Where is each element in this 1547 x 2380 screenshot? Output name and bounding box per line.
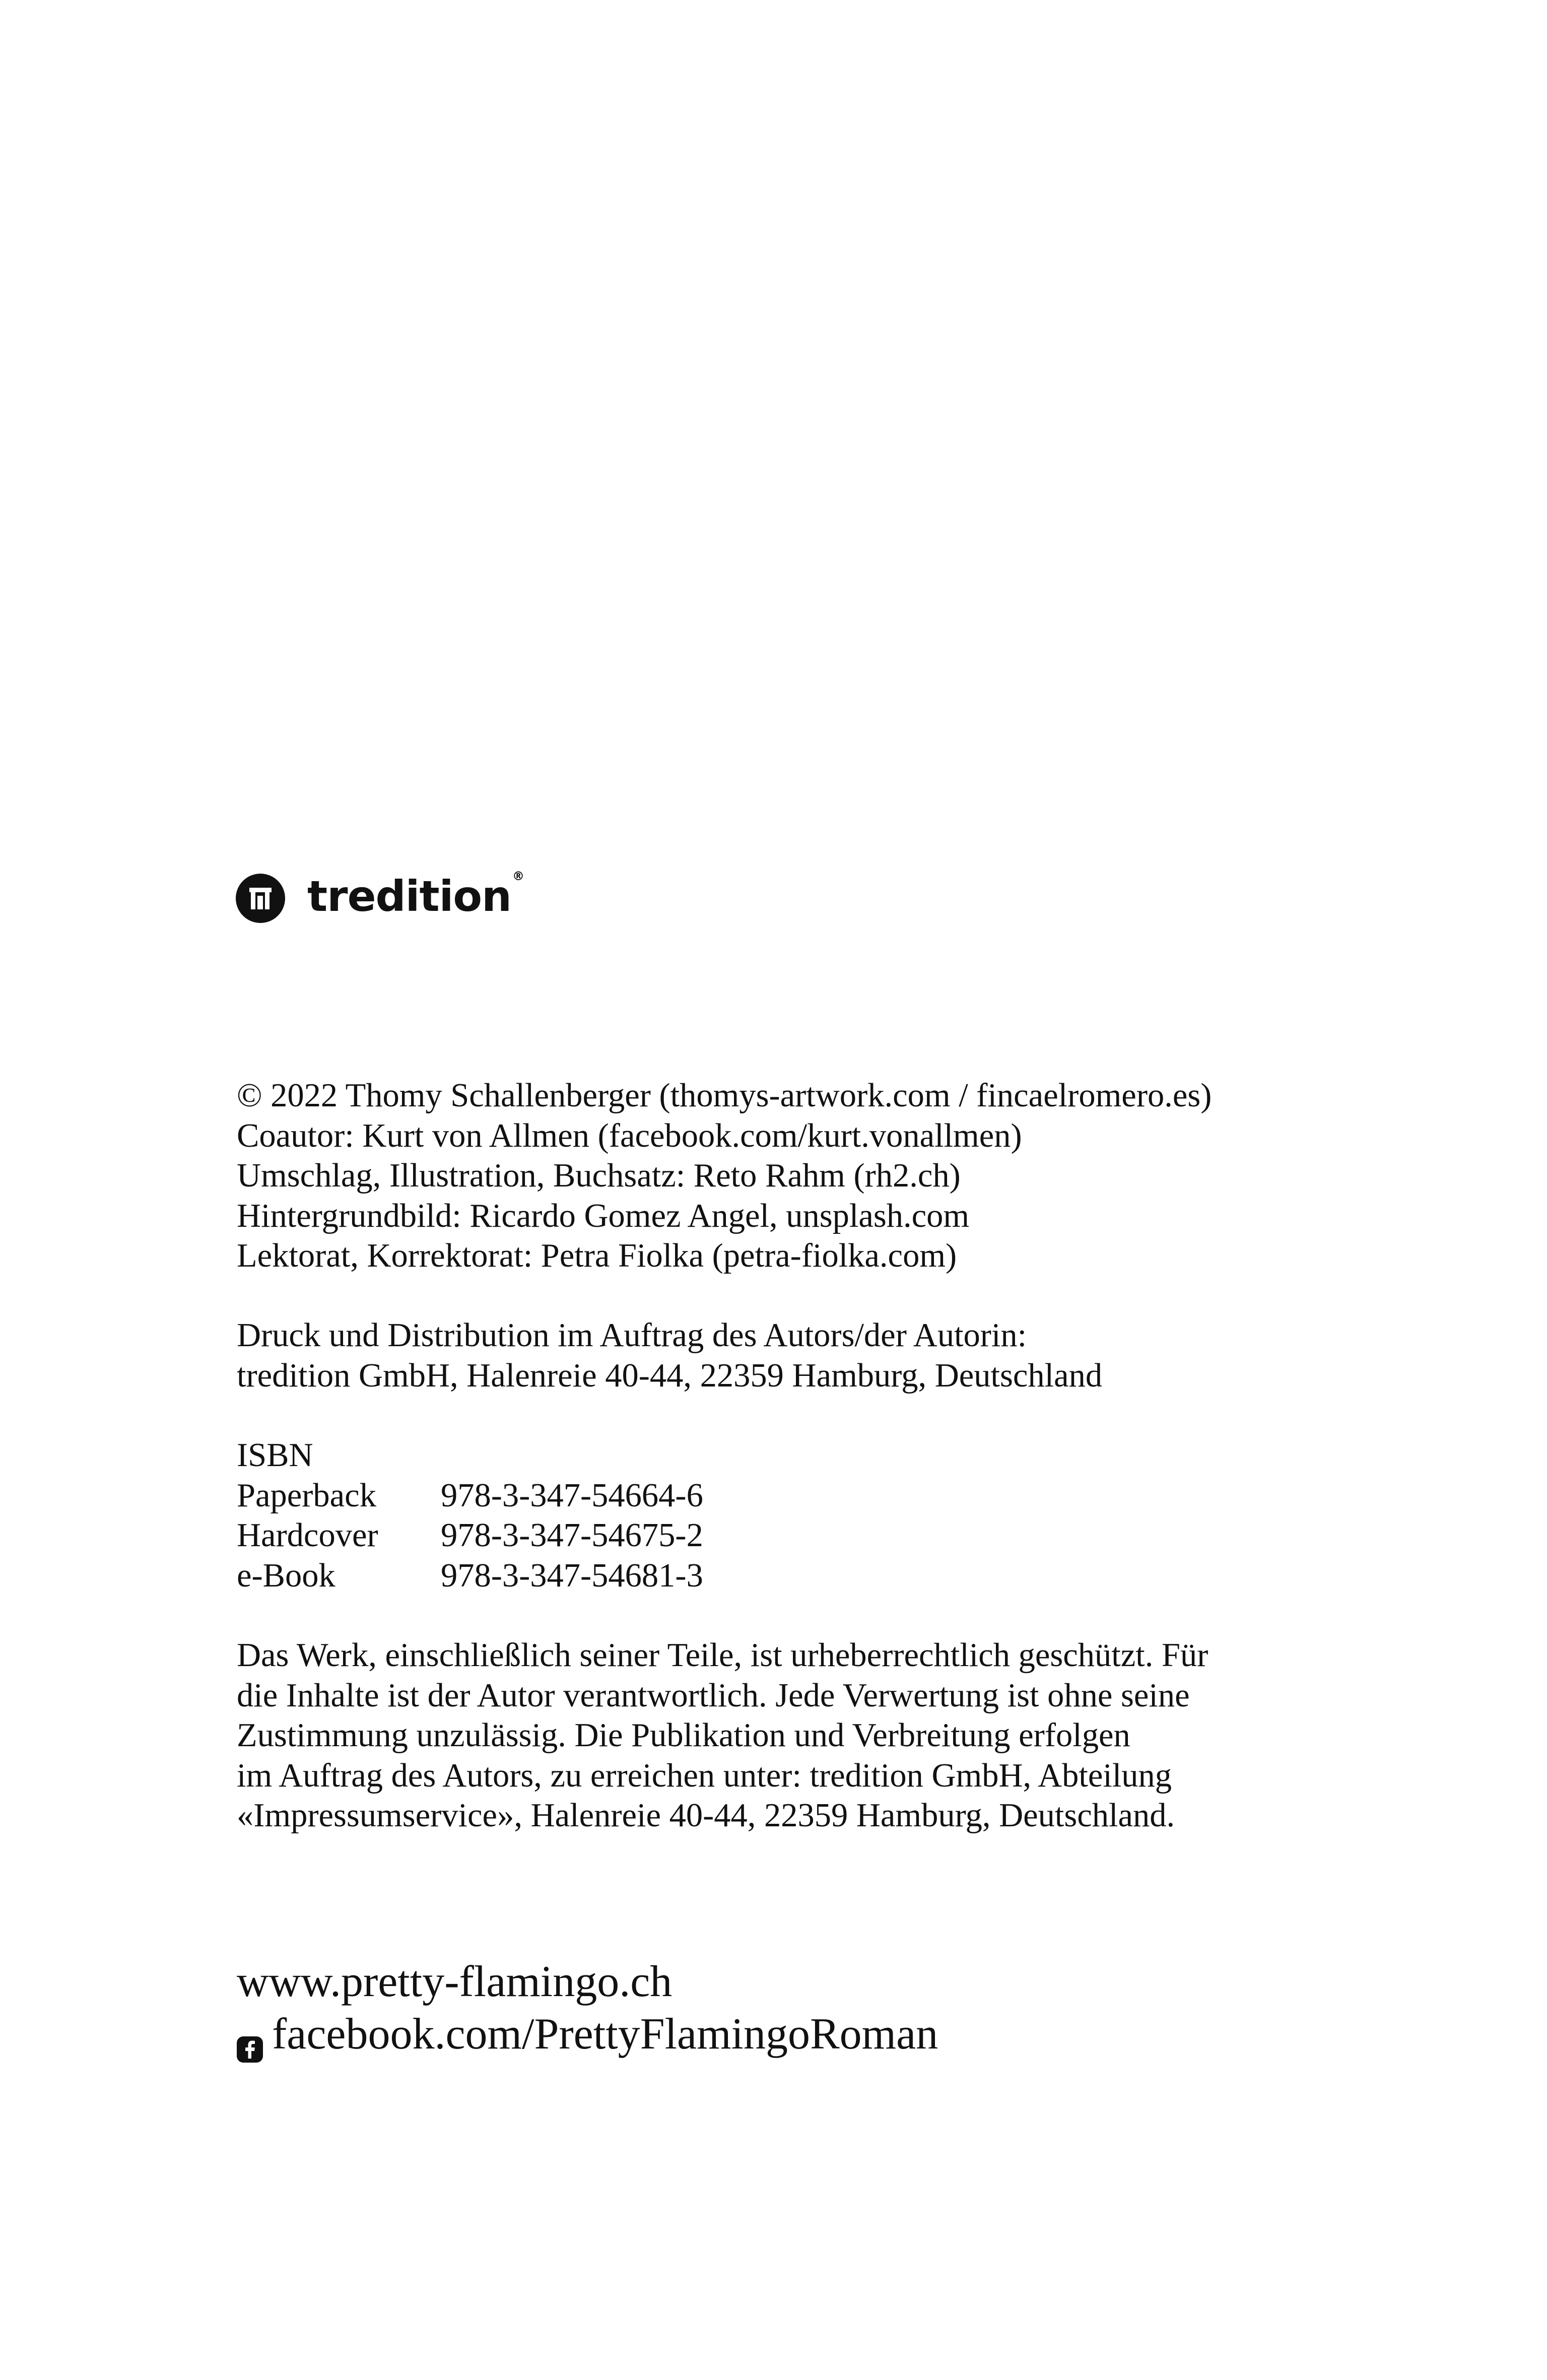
isbn-row: [237, 1515, 703, 1556]
printer-address-line: tredition GmbH, Halenreie 40-44, 22359 Hamburg, Deutschland: [237, 1357, 1103, 1394]
cover-credit-line: Umschlag, Illustration, Buchsatz: Reto Rahm (rh2.ch): [237, 1157, 961, 1194]
website-link[interactable]: www.pretty-flamingo.ch: [237, 1957, 672, 2006]
legal-line: im Auftrag des Autors, zu erreichen unter: tredition GmbH, Abteilung: [237, 1757, 1172, 1794]
editing-credit-line: Lektorat, Korrektorat: Petra Fiolka (petra-fiolka.com): [237, 1237, 957, 1274]
isbn-number: 978-3-347-54675-2: [441, 1517, 703, 1554]
isbn-format: Hardcover: [237, 1517, 378, 1554]
isbn-number: 978-3-347-54664-6: [441, 1477, 703, 1514]
background-credit-line: Hintergrundbild: Ricardo Gomez Angel, unsplash.com: [237, 1197, 970, 1234]
legal-line: «Impressumservice», Halenreie 40-44, 22359 Hamburg, Deutschland.: [237, 1797, 1175, 1834]
facebook-link[interactable]: [237, 2009, 938, 2060]
isbn-block: [237, 1435, 703, 1596]
publisher-logo: [236, 869, 524, 923]
publisher-wordmark: tredition: [307, 872, 511, 921]
legal-line: Zustimmung unzulässig. Die Publikation und Verbreitung erfolgen: [237, 1717, 1130, 1754]
copyright-line: © 2022 Thomy Schallenberger (thomys-artwork.com / fincaelromero.es): [237, 1077, 1212, 1114]
isbn-format: e-Book: [237, 1557, 335, 1594]
facebook-icon: [237, 2023, 263, 2050]
registered-mark: ®: [512, 869, 524, 883]
isbn-row: [237, 1556, 703, 1596]
printing-line: Druck und Distribution im Auftrag des Autors/der Autorin:: [237, 1317, 1027, 1354]
isbn-format: Paperback: [237, 1477, 376, 1514]
printing-block: [237, 1315, 1102, 1396]
isbn-number: 978-3-347-54681-3: [441, 1557, 703, 1594]
legal-line: Das Werk, einschließlich seiner Teile, ist urheberrechtlich geschützt. Für: [237, 1637, 1208, 1674]
legal-line: die Inhalte ist der Autor verantwortlich. Jede Verwertung ist ohne seine: [237, 1677, 1190, 1714]
isbn-row: [237, 1476, 703, 1516]
legal-notice: [237, 1635, 1208, 1836]
credits-block: [237, 1076, 1212, 1276]
facebook-url: facebook.com/PrettyFlamingoRoman: [272, 2010, 938, 2059]
isbn-heading: ISBN: [237, 1437, 313, 1474]
coauthor-line: Coautor: Kurt von Allmen (facebook.com/kurt.vonallmen): [237, 1117, 1022, 1154]
tredition-logo-icon: [236, 874, 285, 923]
